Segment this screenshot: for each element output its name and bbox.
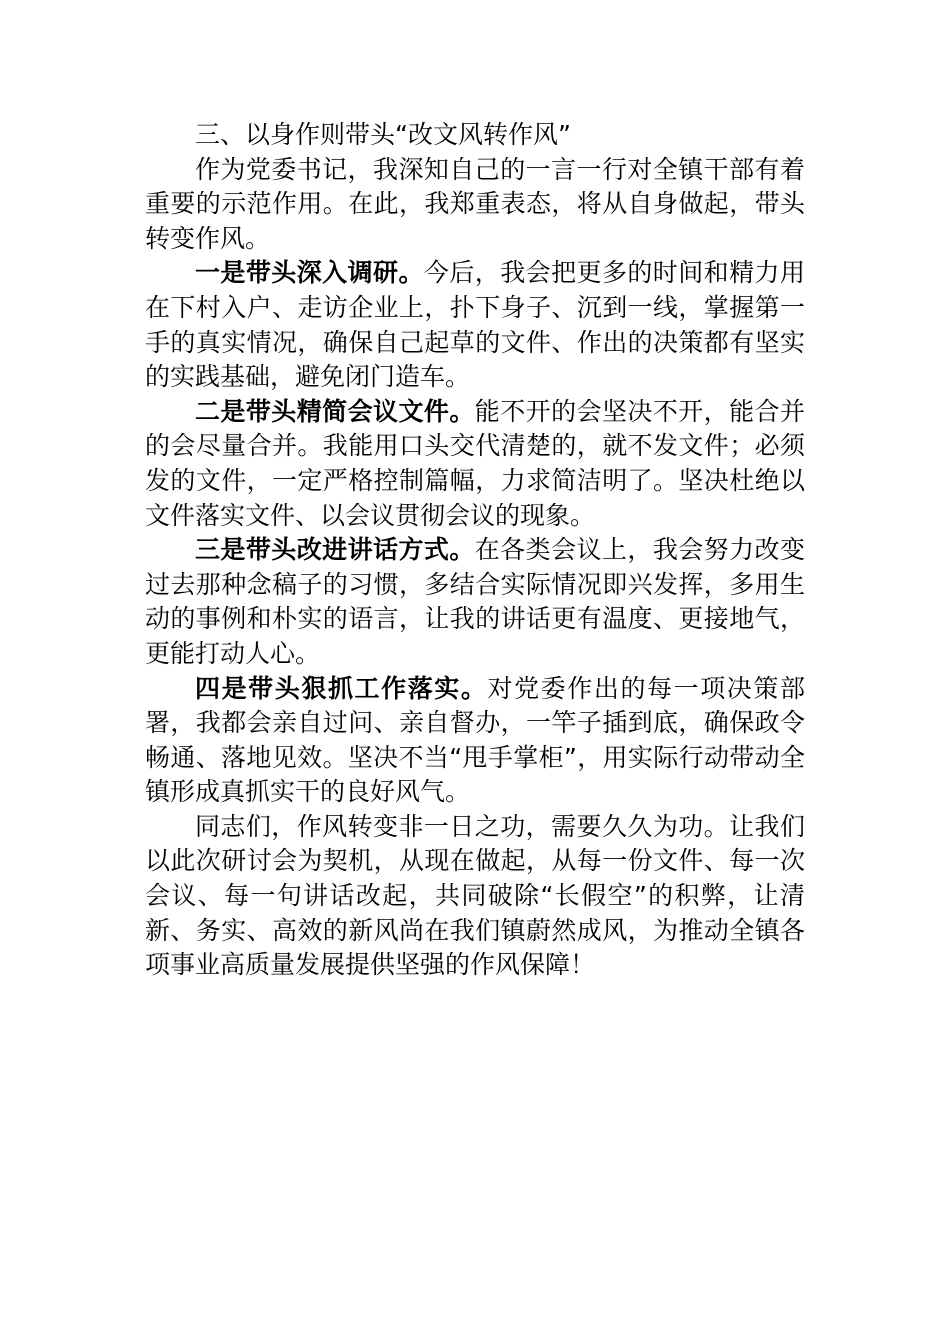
intro-paragraph: 作为党委书记，我深知自己的一言一行对全镇干部有着重要的示范作用。在此，我郑重表态，将从自身做起，带头转变作风。: [145, 154, 805, 253]
point-lead-3: 三是带头改进讲话方式。: [195, 535, 475, 565]
section-heading: 三、以身作则带头“改文风转作风”: [195, 120, 571, 149]
document-body: [145, 118, 805, 983]
point-paragraph-1: [145, 256, 805, 394]
point-paragraph-2: [145, 395, 805, 533]
point-lead-1: 一是带头深入调研。: [195, 258, 424, 288]
closing-paragraph: 同志们，作风转变非一日之功，需要久久为功。让我们以此次研讨会为契机，从现在做起，从每一份文件、每一次会议、每一句讲话改起，共同破除“长假空”的积弊，让清新、务实、高效的新风尚在我们镇蔚然成风，为推动全镇各项事业高质量发展提供坚强的作风保障！: [145, 811, 805, 980]
point-paragraph-3: [145, 533, 805, 671]
point-text-3: 在各类会议上，我会努力改变过去那种念稿子的习惯，多结合实际情况即兴发挥，多用生动的事例和朴实的语言，让我的讲话更有温度、更接地气，更能打动人心。: [145, 535, 805, 668]
point-lead-2: 二是带头精简会议文件。: [195, 396, 475, 426]
point-text-2: 能不开的会坚决不开，能合并的会尽量合并。我能用口头交代清楚的，就不发文件；必须发的文件，一定严格控制篇幅，力求简洁明了。坚决杜绝以文件落实文件、以会议贯彻会议的现象。: [145, 396, 805, 530]
point-text-4: 对党委作出的每一项决策部署，我都会亲自过问、亲自督办，一竿子插到底，确保政令畅通、落地见效。坚决不当“甩手掌柜”，用实际行动带动全镇形成真抓实干的良好风气。: [145, 673, 805, 807]
point-text-1: 今后，我会把更多的时间和精力用在下村入户、走访企业上，扑下身子、沉到一线，掌握第一手的真实情况，确保自己起草的文件、作出的决策都有坚实的实践基础，避免闭门造车。: [145, 258, 805, 392]
point-lead-4: 四是带头狠抓工作落实。: [195, 673, 488, 703]
point-paragraph-4: [145, 672, 805, 810]
